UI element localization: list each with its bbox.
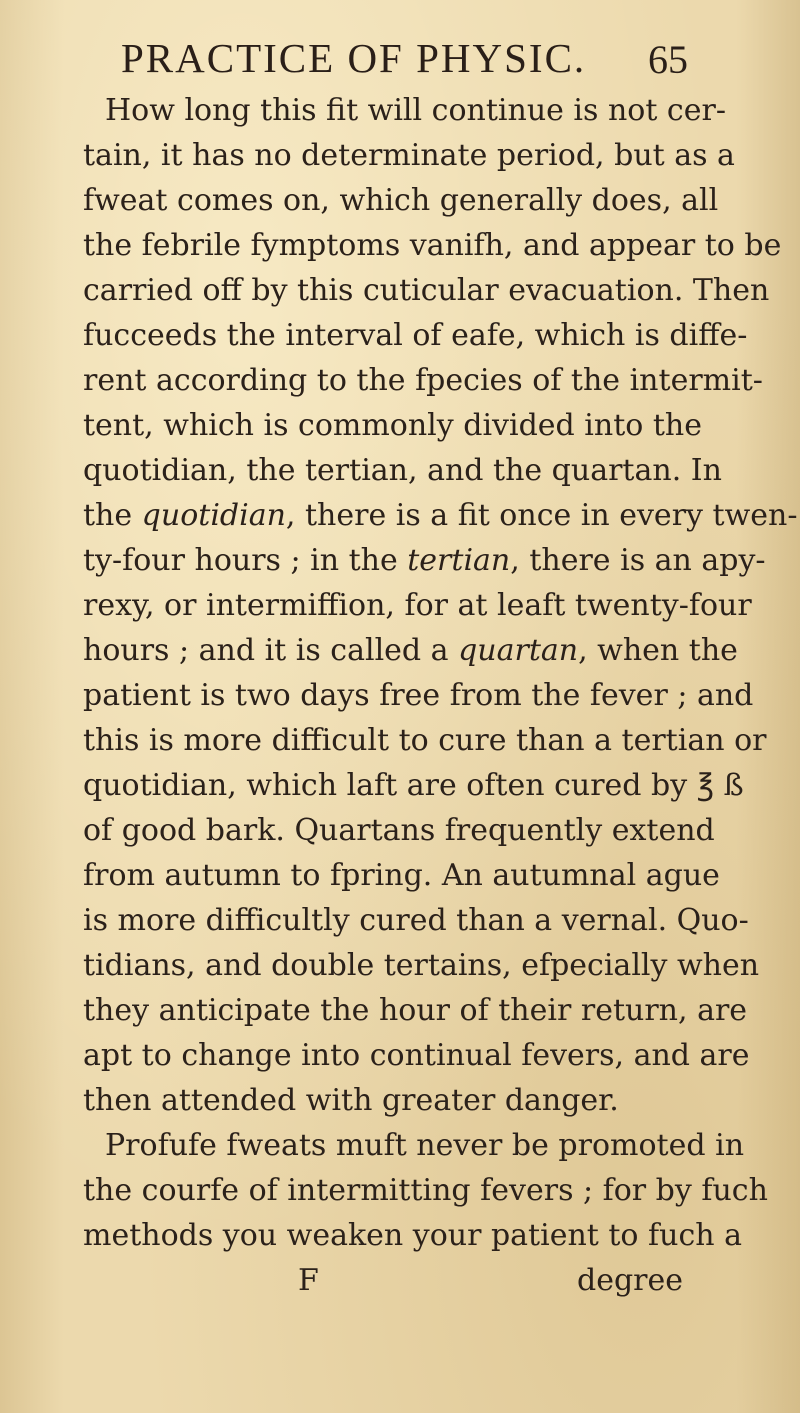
- text-run: , when the: [578, 633, 738, 668]
- text-line: fucceeds the interval of eafe, which is diffe-: [83, 318, 748, 353]
- text-line: they anticipate the hour of their return, are: [83, 993, 748, 1028]
- text-line: tent, which is commonly divided into the: [83, 408, 702, 443]
- text-line: patient is two days free from the fever ; and: [83, 678, 754, 713]
- text-line: Profufe fweats muft never be promoted in: [105, 1128, 745, 1163]
- running-head: [0, 28, 800, 88]
- text-run: hours ; and it is called a: [83, 633, 459, 668]
- text-line: the febrile fymptoms vanifh, and appear to be: [83, 228, 782, 263]
- text-line: from autumn to fpring. An autumnal ague: [83, 858, 720, 893]
- text-run: ty-four hours ; in the: [83, 543, 408, 578]
- signature-mark: F: [298, 1263, 319, 1298]
- page-number: 65: [648, 37, 688, 82]
- body-text: [83, 88, 798, 1303]
- text-line: is more difficultly cured than a vernal. Quo-: [83, 903, 749, 938]
- text-line: tidians, and double tertains, efpecially when: [83, 948, 760, 983]
- text-line: methods you weaken your patient to fuch a: [83, 1218, 742, 1253]
- catchword: degree: [576, 1263, 683, 1298]
- text-line: rent according to the fpecies of the intermit-: [83, 363, 763, 398]
- page-footer: [83, 1258, 683, 1303]
- italic-term: quartan: [458, 633, 579, 668]
- running-title: PRACTICE OF PHYSIC.: [121, 35, 587, 81]
- text-line: [83, 493, 798, 538]
- text-line: the courfe of intermitting fevers ; for by fuch: [83, 1173, 768, 1208]
- text-line: How long this fit will continue is not cer-: [105, 93, 726, 128]
- text-line: tain, it has no determinate period, but as a: [83, 138, 735, 173]
- text-line: carried off by this cuticular evacuation. Then: [83, 273, 770, 308]
- text-line: apt to change into continual fevers, and are: [83, 1038, 750, 1073]
- text-line: quotidian, the tertian, and the quartan. In: [83, 453, 722, 488]
- text-line: [83, 628, 738, 673]
- text-line: [83, 538, 766, 583]
- text-run: the: [83, 498, 142, 533]
- text-line: rexy, or intermiffion, for at leaft twenty-four: [83, 588, 752, 623]
- text-line: quotidian, which laft are often cured by ℥ ß: [83, 768, 744, 803]
- text-run: , there is a fit once in every twen-: [285, 498, 798, 533]
- text-line: this is more difficult to cure than a tertian or: [83, 723, 767, 758]
- text-line: of good bark. Quartans frequently extend: [83, 813, 715, 848]
- italic-term: quotidian: [141, 498, 286, 533]
- italic-term: tertian: [407, 543, 511, 578]
- text-line: fweat comes on, which generally does, all: [83, 183, 719, 218]
- text-run: , there is an apy-: [510, 543, 766, 578]
- text-line: then attended with greater danger.: [83, 1083, 619, 1118]
